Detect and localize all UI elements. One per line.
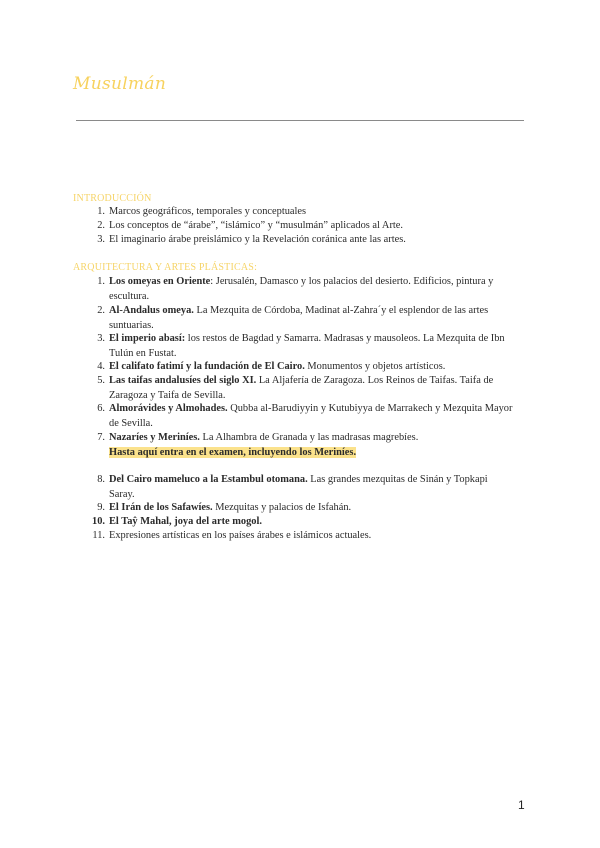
item-description: Mezquitas y palacios de Isfahán. xyxy=(212,502,352,513)
item-description: Las grandes mezquitas de Sinán y Topkapi Saray. xyxy=(109,474,488,500)
item-title: Los omeyas en Oriente xyxy=(109,276,211,287)
list-text xyxy=(109,529,515,544)
list-number: 4. xyxy=(97,361,105,372)
section-heading-introduccion: INTRODUCCIÓN xyxy=(73,193,152,204)
list-text: Marcos geográficos, temporales y conceptuales xyxy=(109,206,307,217)
section-heading-arquitectura: ARQUITECTURA Y ARTES PLÁSTICAS: xyxy=(73,262,258,273)
list-text xyxy=(109,515,515,530)
item-title: El imperio abasí: xyxy=(109,333,186,344)
item-description: : Jerusalén, Damasco y los palacios del desierto. Edificios, pintura y escultura. xyxy=(109,276,494,302)
item-description: La Aljafería de Zaragoza. Los Reinos de Taifas. Taifa de Zaragoza y Taifa de Sevilla. xyxy=(109,375,494,401)
page-title: Musulmán xyxy=(73,74,167,94)
list-number: 2. xyxy=(97,305,105,316)
list-text xyxy=(109,304,515,333)
item-description: La Mezquita de Córdoba, Madinat al-Zahra´y el esplendor de las artes suntuarias. xyxy=(109,305,489,331)
list-text xyxy=(109,360,515,375)
list-number: 11. xyxy=(92,530,105,541)
list-number: 3. xyxy=(97,234,105,245)
list-text xyxy=(109,374,515,403)
item-description: La Alhambra de Granada y las madrasas magrebíes. xyxy=(199,432,419,443)
item-title: Almorávides y Almohades. xyxy=(109,403,228,414)
list-number: 6. xyxy=(97,403,105,414)
item-description: los restos de Bagdad y Samarra. Madrasas y mausoleos. La Mezquita de Ibn Tulún en Fustat. xyxy=(109,333,505,359)
item-description: Qubba al-Barudiyyin y Kutubiyya de Marrakech y Mezquita Mayor de Sevilla. xyxy=(109,403,513,429)
list-text xyxy=(109,402,515,431)
list-number: 1. xyxy=(97,206,105,217)
item-title: Nazaríes y Meriníes. xyxy=(109,432,200,443)
list-text: El imaginario árabe preislámico y la Revelación coránica ante las artes. xyxy=(109,234,406,245)
list-text xyxy=(109,501,515,516)
exam-note-highlight: Hasta aquí entra en el examen, incluyendo los Meriníes. xyxy=(109,446,357,458)
list-number: 10. xyxy=(92,516,105,527)
list-text xyxy=(109,332,515,361)
list-number: 2. xyxy=(97,220,105,231)
item-title: El Taŷ Mahal, joya del arte mogol. xyxy=(109,516,262,527)
list-number: 9. xyxy=(97,502,105,513)
title-divider xyxy=(76,120,524,121)
list-text xyxy=(109,431,515,460)
list-number: 7. xyxy=(97,432,105,443)
list-text xyxy=(109,473,515,502)
list-number: 3. xyxy=(97,333,105,344)
page-number: 1 xyxy=(518,798,525,812)
list-number: 8. xyxy=(97,474,105,485)
list-text xyxy=(109,275,515,304)
item-title: Las taifas andalusíes del siglo XI. xyxy=(109,375,257,386)
item-description: Monumentos y objetos artísticos. xyxy=(304,361,446,372)
list-text: Los conceptos de “árabe”, “islámico” y “musulmán” aplicados al Arte. xyxy=(109,220,403,231)
item-title: El Irán de los Safawíes. xyxy=(109,502,213,513)
item-title: Del Cairo mameluco a la Estambul otomana. xyxy=(109,474,308,485)
list-number: 1. xyxy=(97,276,105,287)
item-title: Al-Andalus omeya. xyxy=(109,305,194,316)
item-title: El califato fatimí y la fundación de El Cairo. xyxy=(109,361,305,372)
item-description: Expresiones artísticas en los países árabes e islámicos actuales. xyxy=(109,530,372,541)
list-number: 5. xyxy=(97,375,105,386)
